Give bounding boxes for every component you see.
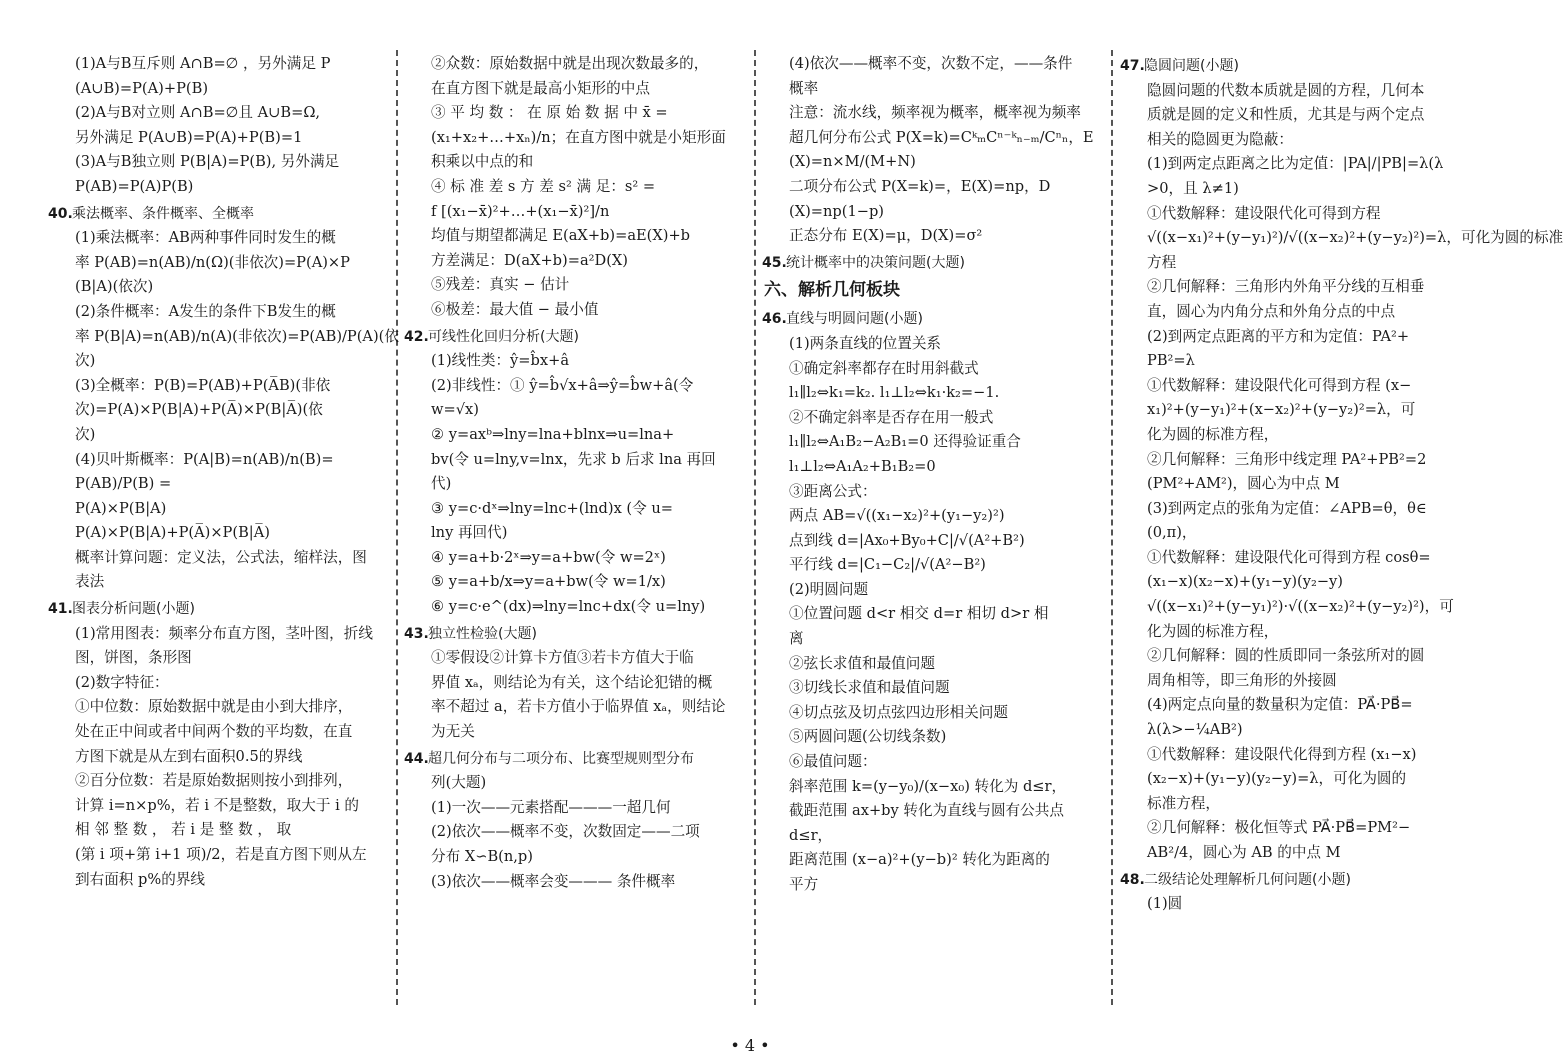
text-line: 在直方图下就是最高小矩形的中点 (431, 79, 650, 97)
topic-heading (404, 622, 746, 647)
topic-title: 图表分析问题(小题) (72, 601, 195, 618)
text-line: ② y=axᵇ⇒lny=lna+blnx⇒u=lna+ (431, 425, 675, 443)
text-line: (1)一次——元素搭配———一超几何 (431, 798, 671, 816)
text-line: 两点 AB=√((x₁−x₂)²+(y₁−y₂)²) (789, 507, 1005, 525)
text-line: ④切点弦及切点弦四边形相关问题 (789, 703, 1008, 721)
text-line: 表法 (75, 573, 105, 591)
text-line: (1)到两定点距离之比为定值：|PA|/|PB|=λ(λ (1147, 155, 1444, 173)
text-line: (2)A与B对立则 A∩B=∅且 A∪B=Ω, (75, 104, 321, 122)
text-line: (4)两定点向量的数量积为定值：PA⃗·PB⃗= (1147, 696, 1413, 714)
topic-number: 43. (404, 625, 429, 642)
topic-heading (404, 747, 746, 772)
column-divider-3 (1111, 50, 1113, 1005)
text-line: ①位置问题 d<r 相交 d=r 相切 d>r 相 (789, 605, 1049, 623)
text-line: ③距离公式： (789, 482, 877, 500)
text-line: 质就是圆的定义和性质，尤其是与两个定点 (1147, 106, 1425, 124)
text-line: (1)圆 (1147, 895, 1183, 913)
text-line: ②几何解释：极化恒等式 PA⃗·PB⃗=PM²− (1147, 819, 1411, 837)
text-line: 分布 X∽B(n,p) (431, 848, 533, 865)
topic-title: 独立性检验(大题) (428, 625, 537, 642)
text-line: 距离范围 (x−a)²+(y−b)² 转化为距离的 (789, 851, 1050, 869)
text-line: lny 再回代) (431, 524, 508, 542)
text-line: (2)到两定点距离的平方和为定值：PA²+ (1147, 327, 1410, 345)
text-line: ①代数解释：建设限代化可得到方程 (x− (1147, 376, 1412, 394)
topic-title: 二级结论处理解析几何问题(小题) (1144, 871, 1351, 888)
text-line: 方差满足：D(aX+b)=a²D(X) (431, 251, 628, 269)
topic-number: 44. (404, 750, 429, 767)
text-line: 离 (789, 630, 804, 648)
text-line: (1)常用图表：频率分布直方图，茎叶图，折线 (75, 624, 373, 642)
text-line: ①代数解释：建设限代化可得到方程 (1147, 204, 1381, 222)
text-line: (2)条件概率：A发生的条件下B发生的概 (75, 302, 336, 320)
text-line: 图，饼图，条形图 (75, 649, 192, 667)
text-line: ②百分位数：若是原始数据则按小到排列， (75, 772, 353, 790)
text-line: ②几何解释：三角形中线定理 PA²+PB²=2 (1147, 450, 1427, 468)
column-4 (1120, 52, 1563, 917)
text-line: 列(大题) (431, 774, 487, 792)
text-line: 计算 i=n×p%，若 i 不是整数，取大于 i 的 (75, 796, 359, 814)
topic-heading (404, 325, 746, 350)
text-line: (2)数字特征： (75, 673, 169, 691)
text-line: (3)A与B独立则 P(B|A)=P(B), 另外满足 (75, 153, 340, 171)
topic-number: 45. (762, 254, 787, 271)
text-line: 概率计算问题：定义法，公式法，缩样法，图 (75, 548, 367, 566)
column-divider-2 (754, 50, 756, 1005)
section-heading: 六、解析几何板块 (764, 280, 900, 301)
text-line: AB²/4，圆心为 AB 的中点 M (1147, 844, 1341, 861)
topic-number: 47. (1120, 58, 1145, 74)
text-line: >0，且 λ≠1) (1147, 179, 1239, 197)
text-line: x₁)²+(y−y₁)²+(x−x₂)²+(y−y₂)²=λ，可 (1147, 401, 1416, 419)
text-line: 次) (75, 425, 96, 443)
text-line: (2)依次——概率不变，次数固定——二项 (431, 823, 700, 841)
text-line: (1)线性类：ŷ=b̂x+â (431, 352, 570, 370)
text-line: ①中位数：原始数据中就是由小到大排序， (75, 698, 353, 716)
text-line: 积乘以中点的和 (431, 153, 534, 171)
text-line: (x₁−x)(x₂−x)+(y₁−y)(y₂−y) (1147, 573, 1343, 591)
text-line: 均值与期望都满足 E(aX+b)=aE(X)+b (431, 227, 691, 245)
text-line: (3)依次——概率会变——— 条件概率 (431, 872, 676, 890)
text-line: d≤r， (789, 826, 833, 844)
text-line: 二项分布公式 P(X=k)=，E(X)=np，D (789, 177, 1051, 195)
text-line: 超几何分布公式 P(X=k)=CᵏₘCⁿ⁻ᵏₙ₋ₘ/Cⁿₙ，E (789, 128, 1094, 146)
topic-title: 超几何分布与二项分布、比赛型规则型分布 (428, 750, 694, 767)
text-line: 概率 (789, 79, 819, 97)
topic-heading (48, 597, 390, 622)
text-line: (x₁+x₂+…+xₙ)/n；在直方图中就是小矩形面 (431, 128, 726, 146)
topic-heading (48, 202, 390, 227)
text-line: 正态分布 E(X)=μ，D(X)=σ² (789, 227, 983, 245)
text-line: ⑤残差：真实 − 估计 (431, 276, 570, 294)
text-line: f [(x₁−x̄)²+…+(x₁−x̄)²]/n (431, 202, 610, 220)
column-2 (404, 52, 746, 894)
page-number: • 4 • (730, 1036, 770, 1055)
text-line: ③ 平 均 数 ： 在 原 始 数 据 中 x̄ = (431, 104, 668, 122)
text-line: 截距范围 ax+by 转化为直线与圆有公共点 (789, 802, 1064, 820)
topic-number: 42. (404, 328, 429, 345)
text-line: l₁⊥l₂⇔A₁A₂+B₁B₂=0 (789, 457, 936, 475)
text-line: (PM²+AM²)，圆心为中点 M (1147, 475, 1340, 493)
text-line: 到右面积 p%的界线 (75, 870, 206, 888)
text-line: (1)两条直线的位置关系 (789, 334, 942, 352)
topic-number: 41. (48, 601, 73, 618)
text-line: P(A)×P(B|A)+P(A̅)×P(B|A̅) (75, 524, 270, 542)
text-line: ②弦长求值和最值问题 (789, 654, 935, 672)
column-1 (48, 52, 399, 892)
column-divider-1 (396, 50, 398, 1005)
text-line: √((x−x₁)²+(y−y₁)²)·√((x−x₂)²+(y−y₂)²)，可 (1147, 598, 1454, 616)
text-line: 注意：流水线，频率视为概率，概率视为频率 (789, 104, 1081, 122)
text-line: 率不超过 a，若卡方值小于临界值 xₐ，则结论 (431, 698, 726, 716)
text-line: P(A)×P(B|A) (75, 499, 167, 517)
text-line: ②不确定斜率是否存在用一般式 (789, 408, 994, 426)
text-line: l₁∥l₂⇔A₁B₂−A₂B₁=0 还得验证重合 (789, 433, 1021, 451)
text-line: ①确定斜率都存在时用斜截式 (789, 359, 979, 377)
text-line: 化为圆的标准方程， (1147, 622, 1279, 640)
text-line: 次) (75, 352, 96, 370)
text-line: ④ 标 准 差 s 方 差 s² 满 足：s² = (431, 177, 656, 195)
text-line: (4)贝叶斯概率：P(A|B)=n(AB)/n(B)= (75, 450, 334, 468)
text-line: (3)到两定点的张角为定值：∠APB=θ，θ∈ (1147, 499, 1427, 517)
text-line: (X)=n×M/(M+N) (789, 153, 916, 171)
topic-title: 乘法概率、条件概率、全概率 (72, 205, 254, 222)
topic-number: 46. (762, 311, 787, 328)
text-line: (2)非线性：① ŷ=b̂√x+â⇒ŷ=b̂w+â(令 (431, 376, 694, 394)
text-line: 标准方程， (1147, 794, 1220, 812)
topic-heading (1120, 54, 1460, 79)
text-line: (1)乘法概率：AB两种事件同时发生的概 (75, 229, 336, 247)
text-line: ②几何解释：圆的性质即同一条弦所对的圆 (1147, 647, 1425, 665)
text-line: 相 邻 整 数 ， 若 i 是 整 数 ， 取 (75, 821, 292, 839)
text-line: ⑤ y=a+b/x⇒y=a+bw(令 w=1/x) (431, 573, 666, 591)
text-line: ①代数解释：建设限代化可得到方程 cosθ= (1147, 548, 1431, 566)
text-line: (3)全概率：P(B)=P(AB)+P(A̅B)(非依 (75, 376, 331, 394)
text-line: λ(λ>−¼AB²) (1147, 721, 1243, 739)
text-line: 直，圆心为内角分点和外角分点的中点 (1147, 302, 1396, 320)
text-line: 平方 (789, 876, 819, 893)
text-line: (0,π)， (1147, 524, 1197, 542)
text-line: ⑤两圆问题(公切线条数) (789, 728, 947, 746)
text-line: ④ y=a+b·2ˣ⇒y=a+bw(令 w=2ˣ) (431, 548, 666, 566)
topic-title: 可线性化回归分析(大题) (428, 328, 579, 345)
text-line: (1)A与B互斥则 A∩B=∅ ，另外满足 P (75, 55, 331, 72)
text-line: 代) (431, 475, 452, 493)
column-3 (762, 52, 1104, 898)
topic-number: 40. (48, 205, 73, 222)
text-line: PB²=λ (1147, 352, 1195, 370)
text-line: 周角相等，即三角形的外接圆 (1147, 671, 1337, 689)
text-line: 次)=P(A)×P(B|A)+P(A̅)×P(B|A̅)(依 (75, 401, 323, 419)
text-line: (A∪B)=P(A)+P(B) (75, 79, 209, 97)
text-line: ⑥ y=c·e^(dx)⇒lny=lnc+dx(令 u=lny) (431, 598, 706, 616)
text-line: ③切线长求值和最值问题 (789, 679, 950, 697)
text-line: 点到线 d=|Ax₀+By₀+C|/√(A²+B²) (789, 531, 1025, 549)
text-line: ①代数解释：建设限代化得到方程 (x₁−x) (1147, 745, 1417, 763)
text-line: ⑥极差：最大值 − 最小值 (431, 300, 599, 318)
text-line: P(AB)=P(A)P(B) (75, 177, 194, 195)
text-line: 相关的隐圆更为隐蔽： (1147, 130, 1293, 148)
text-line: ⑥最值问题： (789, 753, 877, 771)
text-line: l₁∥l₂⇔k₁=k₂. l₁⊥l₂⇔k₁·k₂=−1. (789, 384, 1000, 402)
topic-title: 直线与明圆问题(小题) (786, 311, 923, 328)
text-line: 平行线 d=|C₁−C₂|/√(A²−B²) (789, 556, 986, 574)
text-line: (x₂−x)+(y₁−y)(y₂−y)=λ，可化为圆的 (1147, 770, 1407, 788)
text-line: ③ y=c·dˣ⇒lny=lnc+(lnd)x (令 u= (431, 499, 673, 517)
topic-number: 48. (1120, 871, 1145, 888)
text-line: 另外满足 P(A∪B)=P(A)+P(B)=1 (75, 128, 303, 146)
text-line: P(AB)/P(B) = (75, 475, 172, 493)
text-line: 率 P(AB)=n(AB)/n(Ω)(非依次)=P(A)×P (75, 253, 350, 271)
topic-heading (762, 307, 1104, 332)
text-line: 为无关 (431, 723, 475, 741)
text-line: ②众数：原始数据中就是出现次数最多的， (431, 55, 709, 72)
topic-title: 隐圆问题(小题) (1144, 58, 1239, 74)
text-line: 率 P(B|A)=n(AB)/n(A)(非依次)=P(AB)/P(A)(依 (75, 327, 399, 345)
text-line: √((x−x₁)²+(y−y₁)²)/√((x−x₂)²+(y−y₂)²)=λ，可化为圆的标准 (1147, 229, 1563, 247)
topic-heading (1120, 868, 1460, 893)
text-line: (B|A)(依次) (75, 278, 154, 296)
text-line: (X)=np(1−p) (789, 202, 884, 220)
text-line: 界值 xₐ，则结论为有关，这个结论犯错的概 (431, 673, 713, 691)
text-line: (第 i 项+第 i+1 项)/2，若是直方图下则从左 (75, 846, 367, 863)
text-line: 方图下就是从左到右面积0.5的界线 (75, 747, 303, 765)
topic-title: 统计概率中的决策问题(大题) (786, 254, 965, 271)
text-line: (2)明圆问题 (789, 580, 869, 598)
text-line: (4)依次——概率不变，次数不定，——条件 (789, 55, 1073, 72)
text-line: 斜率范围 k=(y−y₀)/(x−x₀) 转化为 d≤r， (789, 777, 1067, 795)
text-line: 方程 (1147, 253, 1177, 271)
topic-heading (762, 251, 1104, 276)
text-line: bv(令 u=lny,v=lnx，先求 b 后求 lna 再回 (431, 450, 716, 468)
text-line: 隐圆问题的代数本质就是圆的方程，几何本 (1147, 81, 1425, 99)
text-line: ②几何解释：三角形内外角平分线的互相垂 (1147, 278, 1425, 296)
text-line: w=√x) (431, 401, 479, 419)
text-line: ①零假设②计算卡方值③若卡方值大于临 (431, 649, 694, 667)
text-line: 化为圆的标准方程， (1147, 425, 1279, 443)
text-line: 处在正中间或者中间两个数的平均数，在直 (75, 723, 353, 741)
